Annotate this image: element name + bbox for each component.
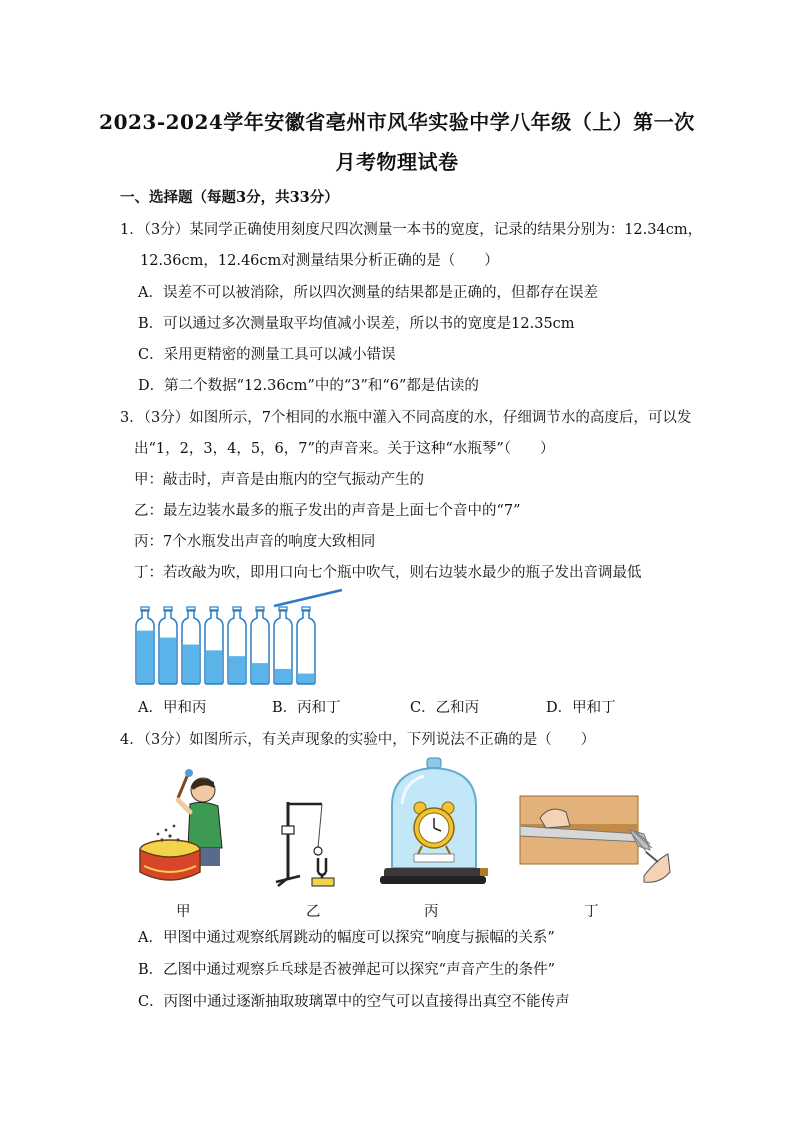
q3-option-c: C．乙和丙 bbox=[410, 700, 480, 716]
water-bottle bbox=[297, 607, 315, 684]
figure-caption-yi: 乙 bbox=[306, 904, 321, 920]
q3-option-a: A．甲和丙 bbox=[138, 700, 207, 716]
water-bottle bbox=[205, 607, 223, 684]
striking-stick bbox=[274, 590, 342, 606]
q4-stem: 4．（3分）如图所示，有关声现象的实验中，下列说法不正确的是（ ） bbox=[120, 732, 596, 748]
q3-stem-line1: 3．（3分）如图所示，7个相同的水瓶中灌入不同高度的水，仔细调节水的高度后，可以发 bbox=[120, 410, 692, 426]
water-bottle bbox=[182, 607, 200, 684]
q3-stem-line2: 出“1，2，3，4，5，6，7”的声音来。关于这种“水瓶琴”（ ） bbox=[134, 441, 555, 457]
water-bottle bbox=[136, 607, 154, 684]
drum-experiment-figure bbox=[138, 768, 234, 888]
water-bottle bbox=[251, 607, 269, 684]
figure-caption-bing: 丙 bbox=[424, 904, 439, 920]
q1-option-a: A．误差不可以被消除，所以四次测量的结果都是正确的，但都存在误差 bbox=[138, 285, 598, 301]
water-bottle bbox=[159, 607, 177, 684]
q1-option-b: B．可以通过多次测量取平均值减小误差，所以书的宽度是12.35cm bbox=[138, 316, 575, 332]
q1-stem-line2: 12.36cm，12.46cm对测量结果分析正确的是（ ） bbox=[140, 253, 499, 269]
q3-option-b: B．丙和丁 bbox=[272, 700, 341, 716]
q1-option-c: C．采用更精密的测量工具可以减小错误 bbox=[138, 347, 396, 363]
water-bottles-figure bbox=[130, 588, 360, 688]
tuning-fork-figure bbox=[268, 796, 352, 888]
q3-statement-ding: 丁：若改敲为吹，即用口向七个瓶中吹气，则右边装水最少的瓶子发出音调最低 bbox=[134, 565, 642, 581]
section-heading: 一、选择题（每题3分，共33分） bbox=[120, 189, 339, 206]
q3-option-d: D．甲和丁 bbox=[546, 700, 616, 716]
q1-stem-line1: 1．（3分）某同学正确使用刻度尺四次测量一本书的宽度，记录的结果分别为：12.34cm， bbox=[120, 222, 703, 238]
q4-option-c: C．丙图中通过逐渐抽取玻璃罩中的空气可以直接得出真空不能传声 bbox=[138, 994, 570, 1010]
q4-option-a: A．甲图中通过观察纸屑跳动的幅度可以探究“响度与振幅的关系” bbox=[138, 930, 555, 946]
q3-statement-jia: 甲：敲击时，声音是由瓶内的空气振动产生的 bbox=[134, 472, 424, 488]
q4-option-b: B．乙图中通过观察乒乓球是否被弹起可以探究“声音产生的条件” bbox=[138, 962, 555, 978]
q3-statement-bing: 丙：7个水瓶发出声音的响度大致相同 bbox=[134, 534, 376, 550]
page-title-line1: 2023-2024学年安徽省亳州市风华实验中学八年级（上）第一次 bbox=[99, 110, 695, 134]
water-bottle bbox=[228, 607, 246, 684]
page-title-line2: 月考物理试卷 bbox=[335, 150, 459, 174]
figure-caption-ding: 丁 bbox=[584, 904, 599, 920]
figure-caption-jia: 甲 bbox=[176, 904, 191, 920]
q1-option-d: D．第二个数据“12.36cm”中的“3”和“6”都是估读的 bbox=[138, 378, 479, 394]
water-bottle bbox=[274, 607, 292, 684]
q3-statement-yi: 乙：最左边装水最多的瓶子发出的声音是上面七个音中的“7” bbox=[134, 503, 521, 519]
bell-jar-figure bbox=[380, 756, 490, 890]
ruler-table-figure bbox=[520, 796, 670, 888]
